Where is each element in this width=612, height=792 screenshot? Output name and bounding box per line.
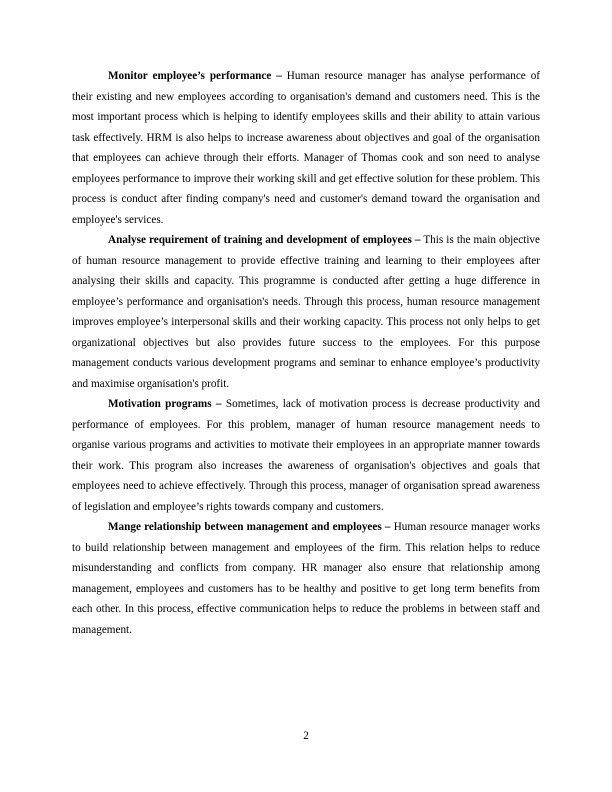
page-number: 2 — [303, 730, 309, 742]
paragraph-monitor-performance — [72, 66, 540, 230]
paragraph-text: This is the main objective of human resource management to provide effective training and learning to their employees after analysing their skills and capacity. This programme is conducted after getting a huge difference in employee’s performance and organisation's needs. Through this process, human resource management improves employee’s interpersonal skills and their working capacity. This process not only helps to get organizational objectives but also provides future success to the employees. For this purpose management conducts various development programs and seminar to enhance employee’s productivity and maximise organisation's profit. — [72, 234, 540, 390]
paragraph-training-development — [72, 230, 540, 394]
paragraph-manage-relationship — [72, 517, 540, 640]
paragraph-text: Human resource manager has analyse performance of their existing and new employees according to organisation's demand and customers need. This is the most important process which is helping to identify employees skills and their ability to attain various task effectively. HRM is also helps to increase awareness about objectives and goal of the organisation that employees can achieve through their efforts. Manager of Thomas cook and son need to analyse employees performance to improve their working skill and get effective solution for these problem. This process is conduct after finding company's need and customer's demand toward the organisation and employee's services. — [72, 70, 541, 226]
paragraph-motivation-programs — [72, 394, 540, 517]
paragraph-heading: Mange relationship between management and employees – — [108, 521, 391, 533]
paragraph-heading: Monitor employee’s performance – — [108, 70, 282, 82]
body-text — [72, 66, 540, 640]
paragraph-heading: Analyse requirement of training and development of employees – — [108, 234, 421, 246]
paragraph-text: Human resource manager works to build relationship between management and employees of the firm. This relation helps to reduce misunderstanding and conflicts from company. HR manager also ensure that relationship among management, employees and customers has to be healthy and positive to get long term benefits from each other. In this process, effective communication helps to reduce the problems in between staff and management. — [72, 521, 540, 636]
paragraph-heading: Motivation programs – — [108, 398, 222, 410]
paragraph-text: Sometimes, lack of motivation process is decrease productivity and performance of employees. For this problem, manager of human resource management needs to organise various programs and activities to motivate their employees in an appropriate manner towards their work. This program also increases the awareness of organisation's objectives and goals that employees need to achieve effectively. Through this process, manager of organisation spread awareness of legislation and employee’s rights towards company and customers. — [72, 398, 540, 513]
